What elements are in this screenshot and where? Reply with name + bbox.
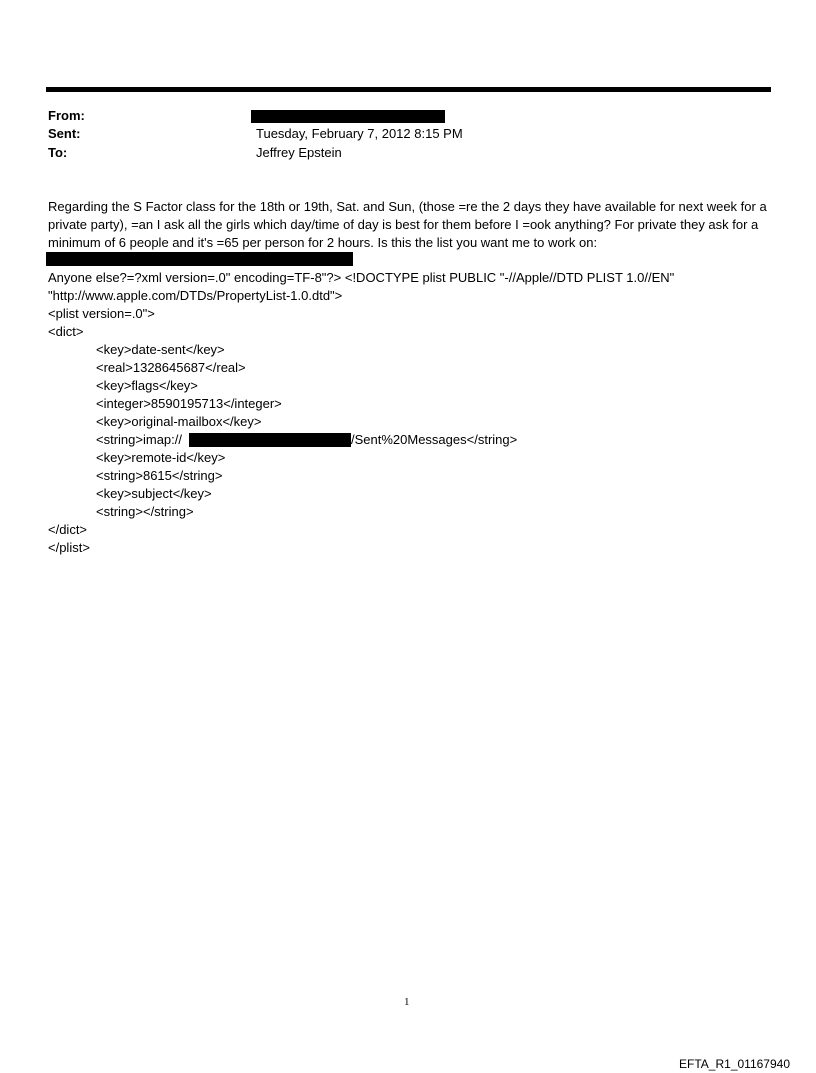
plist-line: <string>imap://	[96, 432, 182, 447]
redacted-mailbox	[189, 433, 351, 447]
to-value: Jeffrey Epstein	[256, 145, 342, 160]
plist-line: <key>flags</key>	[96, 378, 198, 393]
plist-line: <real>1328645687</real>	[96, 360, 246, 375]
plist-line: </plist>	[48, 540, 90, 555]
plist-line: <string>8615</string>	[96, 468, 223, 483]
plist-line: <dict>	[48, 324, 84, 339]
redacted-from	[251, 110, 445, 123]
plist-line: /Sent%20Messages</string>	[351, 432, 518, 447]
plist-line: <key>date-sent</key>	[96, 342, 225, 357]
from-label: From:	[48, 108, 85, 123]
plist-line: Anyone else?=?xml version=.0" encoding=TF-8"?> <!DOCTYPE plist PUBLIC "-//Apple//DTD PLIST 1.0//EN"	[48, 270, 675, 285]
header-rule	[46, 87, 771, 92]
plist-line: </dict>	[48, 522, 88, 537]
plist-line: <plist version=.0">	[48, 306, 155, 321]
sent-label: Sent:	[48, 126, 81, 141]
message-paragraph: Regarding the S Factor class for the 18th or 19th, Sat. and Sun, (those =re the 2 days they have available for next week for a private party), =an I ask all the girls which day/time of day is best for them before I =ook anything? For private they ask for a minimum of 6 people and it's =65 per person for 2 hours. Is this the list you want me to work on:	[48, 199, 767, 250]
page-number: 1	[404, 996, 410, 1008]
plist-line: <integer>8590195713</integer>	[96, 396, 282, 411]
plist-line: <string></string>	[96, 504, 194, 519]
bates-number: EFTA_R1_01167940	[679, 1057, 790, 1071]
redacted-list	[46, 252, 353, 266]
plist-line: <key>original-mailbox</key>	[96, 414, 262, 429]
plist-line: <key>subject</key>	[96, 486, 212, 501]
to-label: To:	[48, 145, 68, 160]
plist-line: <key>remote-id</key>	[96, 450, 226, 465]
plist-line: "http://www.apple.com/DTDs/PropertyList-1.0.dtd">	[48, 288, 343, 303]
sent-value: Tuesday, February 7, 2012 8:15 PM	[256, 126, 463, 141]
